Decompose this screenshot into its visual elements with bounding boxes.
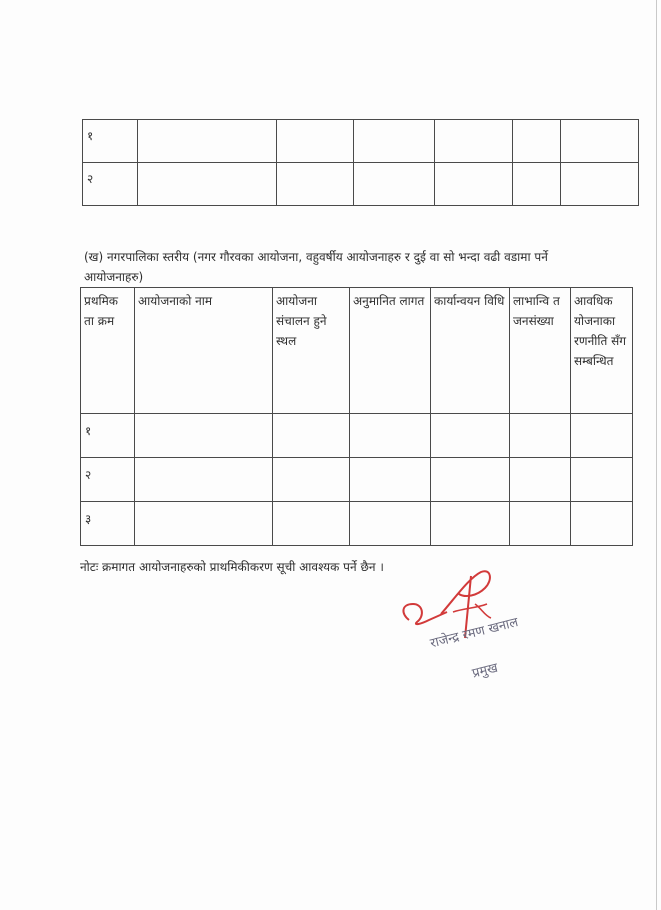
signatory-name: राजेन्द्र रमण खनाल <box>428 615 520 652</box>
table-cell <box>431 414 510 458</box>
section-b-heading: (ख) नगरपालिका स्तरीय (नगर गौरवका आयोजना, वहुवर्षीय आयोजनाहरु र दुई वा सो भन्दा वढी वडामा पर्ने आयोजनाहरु) <box>84 250 548 284</box>
header-project-name: आयोजनाको नाम <box>135 288 273 414</box>
table-row <box>81 458 633 502</box>
table-cell <box>510 502 571 546</box>
table-cell <box>513 163 561 206</box>
table-cell <box>571 458 633 502</box>
table-row <box>83 163 639 206</box>
table-cell <box>513 120 561 163</box>
table-row <box>81 502 633 546</box>
row-number: २ <box>83 163 138 206</box>
table-cell <box>510 414 571 458</box>
header-location: आयोजना संचालन हुने स्थल <box>273 288 350 414</box>
table-cell <box>350 414 431 458</box>
table-cell <box>561 120 639 163</box>
table-cell <box>354 163 435 206</box>
table-cell <box>135 414 273 458</box>
table-row <box>81 414 633 458</box>
header-implementation-method: कार्यान्वयन विधि <box>431 288 510 414</box>
table-cell <box>510 458 571 502</box>
table-cell <box>273 458 350 502</box>
table-cell <box>273 414 350 458</box>
table-cell <box>273 502 350 546</box>
table-cell <box>431 502 510 546</box>
table-cell <box>350 458 431 502</box>
table-cell <box>561 163 639 206</box>
table-cell <box>435 120 513 163</box>
signatory-title: प्रमुख <box>470 660 500 682</box>
row-number: १ <box>81 414 135 458</box>
row-number: २ <box>81 458 135 502</box>
table-cell <box>571 502 633 546</box>
table-cell <box>350 502 431 546</box>
table-cell <box>135 502 273 546</box>
row-number: १ <box>83 120 138 163</box>
table-cell <box>277 120 354 163</box>
page-edge <box>656 0 657 910</box>
table-cell <box>277 163 354 206</box>
row-number: ३ <box>81 502 135 546</box>
table-header-row <box>81 288 633 414</box>
header-priority: प्रथमिक ता क्रम <box>81 288 135 414</box>
project-table-top <box>82 119 639 206</box>
table-cell <box>138 120 277 163</box>
table-row <box>83 120 639 163</box>
footnote: नोटः क्रमागत आयोजनाहरुको प्राथमिकीकरण सूची आवश्यक पर्ने छैन । <box>80 560 384 574</box>
table-cell <box>431 458 510 502</box>
table-cell <box>571 414 633 458</box>
table-cell <box>354 120 435 163</box>
table-cell <box>138 163 277 206</box>
table-cell <box>435 163 513 206</box>
header-estimated-cost: अनुमानित लागत <box>350 288 431 414</box>
municipal-project-table <box>80 287 633 546</box>
header-periodic-plan: आवधिक योजनाका रणनीति सँग सम्बन्धित <box>571 288 633 414</box>
header-beneficiaries: लाभान्वि त जनसंख्या <box>510 288 571 414</box>
table-cell <box>135 458 273 502</box>
